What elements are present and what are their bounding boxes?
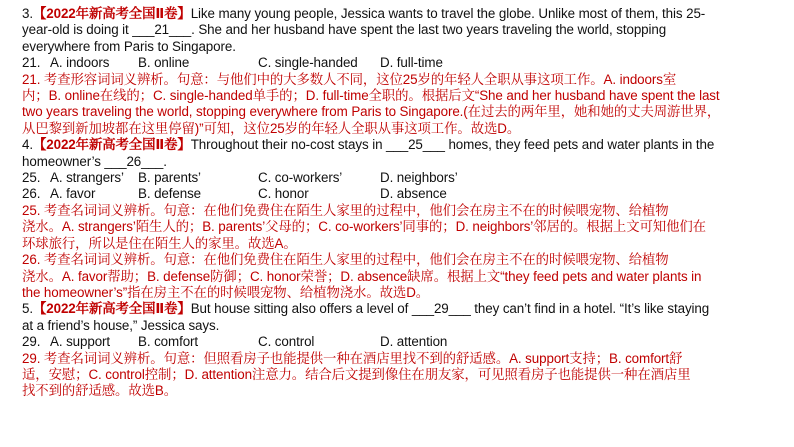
options-21 [22, 55, 786, 71]
explanation-line: 从巴黎到新加坡都在这里停留)”可知，这位25岁的年轻人全职从事这项工作。故选D。 [22, 120, 521, 136]
option-number: 29. [22, 334, 41, 350]
explanation-line: 21. 考查形容词词义辨析。句意：与他们中的大多数人不同，这位25岁的年轻人全职从事这项工作。A. indoors室 [22, 71, 677, 87]
option-b: B. defense [138, 186, 202, 202]
option-d: D. attention [380, 334, 448, 350]
explanation-line: 环球旅行，所以是住在陌生人的家里。故选A。 [22, 235, 297, 251]
option-number: 25. [22, 170, 41, 186]
question-4-line-1 [22, 137, 786, 153]
question-4-line-2 [22, 154, 786, 170]
option-a: A. support [50, 334, 111, 350]
option-a: A. favor [50, 186, 96, 202]
option-number: 26. [22, 186, 41, 202]
passage-text: . [163, 153, 167, 169]
explanation-line: 26. 考查名词词义辨析。句意：在他们免费住在陌生人家里的过程中，他们会在房主不在的时候喂宠物、给植物 [22, 252, 669, 268]
option-d: D. full-time [380, 55, 443, 71]
blank-29: ___29___ [411, 301, 471, 317]
blank-26: ___26___ [104, 153, 164, 169]
option-d: D. neighbors’ [380, 170, 458, 186]
explanation-line: 找不到的舒适感。故选B。 [22, 383, 178, 399]
explanation-26 [22, 252, 786, 301]
exam-source-tag: 【2022年新高考全国Ⅱ卷】 [32, 137, 191, 153]
question-5-line-2: at a friend’s house,” Jessica says. [22, 317, 220, 333]
passage-text: year-old is doing it [22, 22, 133, 38]
option-c: C. co-workers’ [258, 170, 343, 186]
option-b: B. parents’ [138, 170, 201, 186]
explanation-line: 浇水。A. favor帮助；B. defense防御；C. honor荣誉；D. absence缺席。根据上文“they feed pets and water plants in [22, 268, 702, 284]
option-c: C. honor [258, 186, 309, 202]
passage-text: . She and her husband have spent the last two years traveling the world, stopping [191, 22, 667, 38]
option-c: C. control [258, 334, 315, 350]
explanation-line: 29. 考查名词词义辨析。句意：但照看房子也能提供一种在酒店里找不到的舒适感。A. support支持；B. comfort舒 [22, 350, 683, 366]
passage-text: Like many young people, Jessica wants to travel the globe. Unlike most of them, this 25- [190, 6, 706, 21]
explanation-line: two years traveling the world, stopping everywhere from Paris to Singapore.(在过去的两年里，她和她的丈夫周游世界， [22, 104, 721, 120]
explanation-line: 25. 考查名词词义辨析。句意：在他们免费住在陌生人家里的过程中，他们会在房主不在的时候喂宠物、给植物 [22, 202, 669, 218]
question-3-line-3: everywhere from Paris to Singapore. [22, 38, 236, 54]
exam-source-tag: 【2022年新高考全国Ⅱ卷】 [32, 6, 191, 21]
option-c: C. single-handed [258, 55, 358, 71]
explanation-21 [22, 72, 786, 138]
option-b: B. online [138, 55, 190, 71]
passage-text: homes, they feed pets and water plants in the [444, 137, 715, 153]
options-29 [22, 334, 786, 350]
option-a: A. indoors [50, 55, 110, 71]
question-number: 3. [22, 6, 33, 21]
exam-source-tag: 【2022年新高考全国Ⅱ卷】 [32, 301, 191, 317]
explanation-line: 浇水。A. strangers’陌生人的；B. parents’父母的；C. co-workers’同事的；D. neighbors’邻居的。根据上文可知他们在 [22, 219, 706, 235]
question-number: 5. [22, 301, 33, 317]
explanation-line: 内；B. online在线的；C. single-handed单手的；D. full-time全职的。根据后文“She and her husband have spent the last [22, 88, 720, 104]
options-25 [22, 170, 786, 186]
option-a: A. strangers’ [50, 170, 124, 186]
blank-21: ___21___ [132, 22, 192, 38]
question-5-line-1 [22, 301, 786, 317]
option-d: D. absence [380, 186, 447, 202]
option-number: 21. [22, 55, 41, 71]
passage-text: Throughout their no-cost stays in [190, 137, 387, 153]
explanation-line: 适，安慰；C. control控制；D. attention注意力。结合后文提到像住在朋友家，可见照看房子也能提供一种在酒店里 [22, 366, 691, 382]
passage-text: they can’t find in a hotel. “It’s like staying [470, 301, 710, 317]
options-26 [22, 186, 786, 202]
explanation-25 [22, 203, 786, 252]
passage-text: homeowner’s [22, 153, 105, 169]
question-3-line-1 [22, 6, 786, 22]
option-b: B. comfort [138, 334, 199, 350]
blank-25: ___25___ [386, 137, 445, 153]
passage-text: But house sitting also offers a level of [190, 301, 412, 317]
question-number: 4. [22, 137, 33, 153]
explanation-29 [22, 351, 786, 400]
explanation-line: the homeowner’s”指在房主不在的时候喂宠物、给植物浇水。故选D。 [22, 284, 430, 300]
question-3-line-2 [22, 22, 786, 38]
